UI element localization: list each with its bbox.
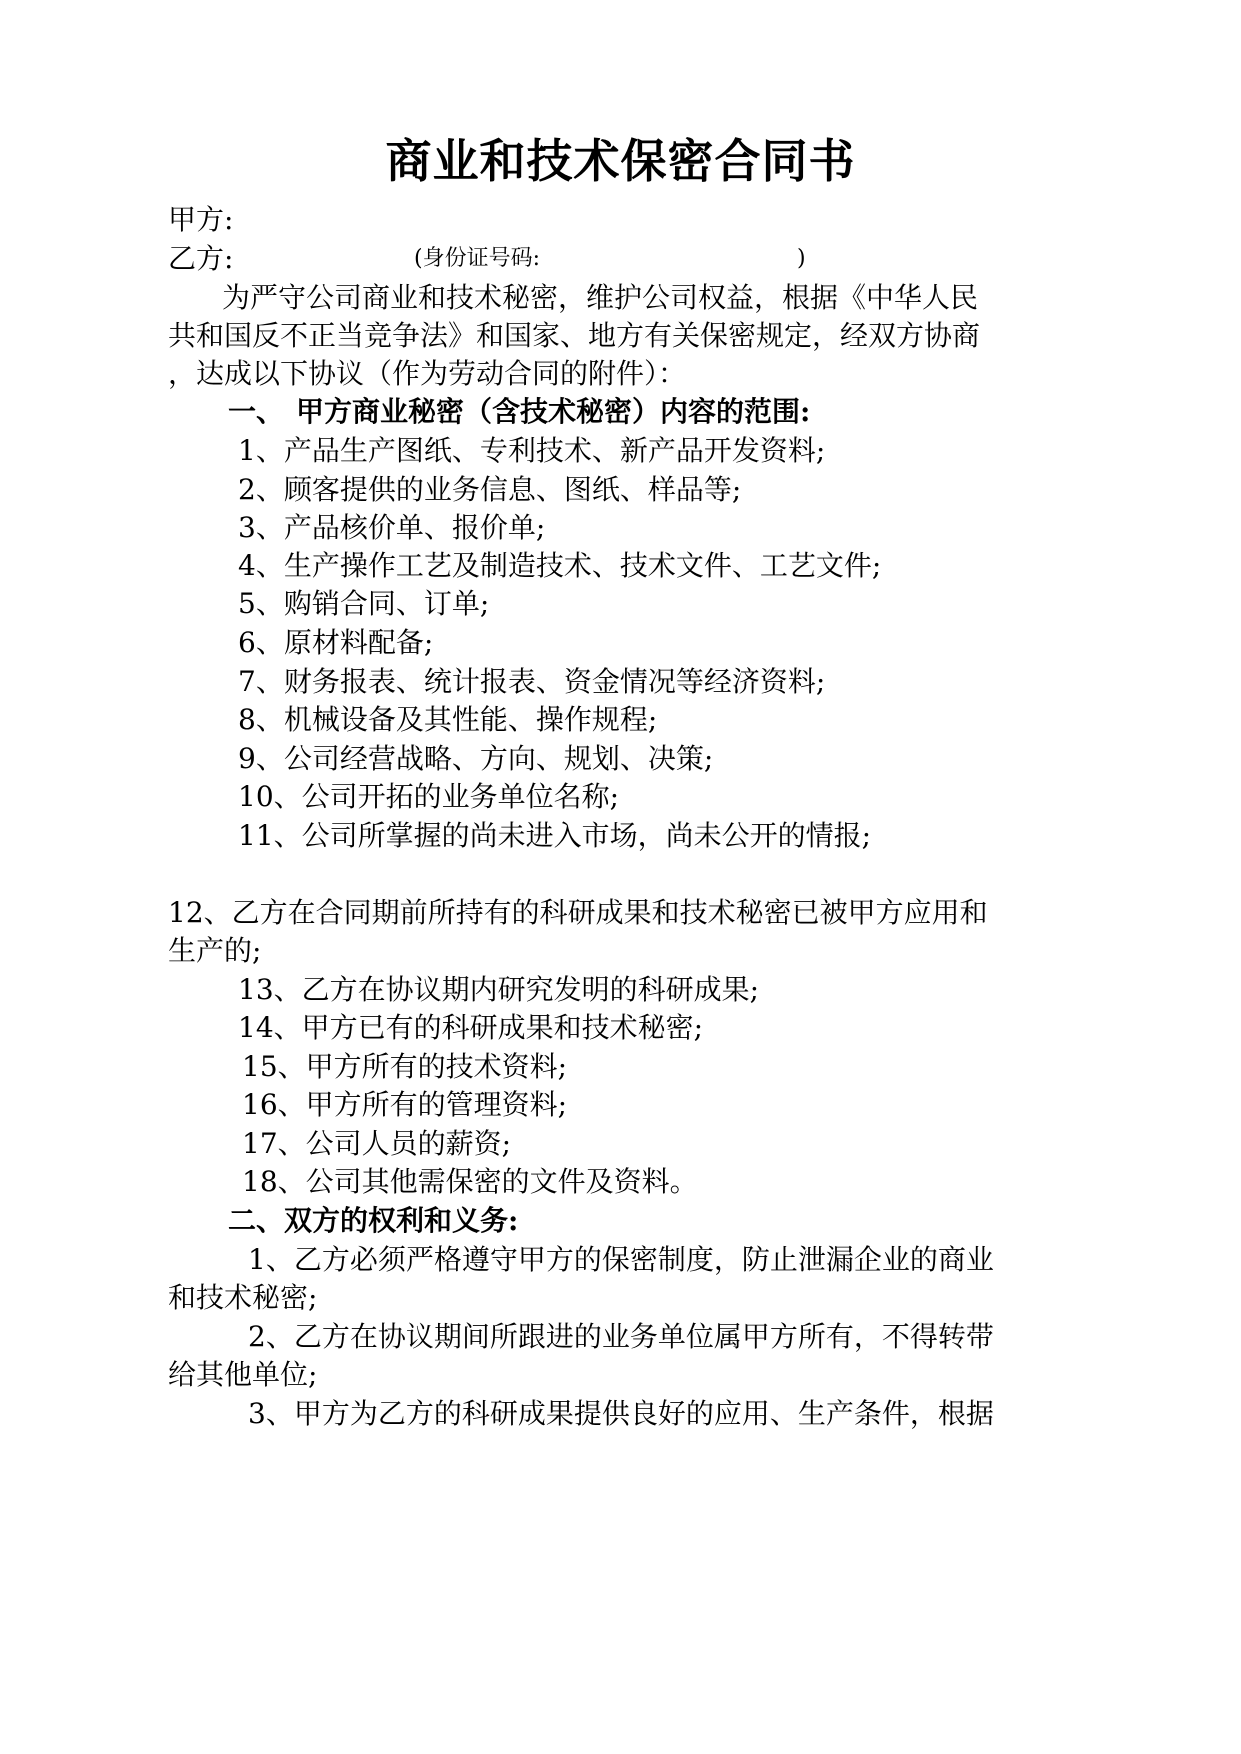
scope-item-11: 11、公司所掌握的尚未进入市场，尚未公开的情报; [238,819,872,852]
scope-item-6: 6、原材料配备; [238,626,434,659]
scope-item-17: 17、公司人员的薪资; [242,1127,512,1160]
scope-item-16: 16、甲方所有的管理资料; [242,1088,568,1121]
scope-item-12-line-2: 生产的; [168,934,262,967]
rights-p2-line-1: 2、乙方在协议期间所跟进的业务单位属甲方所有，不得转带 [248,1320,994,1353]
section1-heading: 甲方商业秘密（含技术秘密）内容的范围: [296,395,811,428]
scope-item-2: 2、顾客提供的业务信息、图纸、样品等; [238,473,742,506]
rights-p2-line-2: 给其他单位; [168,1358,318,1391]
scope-item-1: 1、产品生产图纸、专利技术、新产品开发资料; [238,434,826,467]
section1-number: 一、 [228,395,285,428]
document-title: 商业和技术保密合同书 [385,134,856,188]
party-a-label: 甲方: [168,203,234,236]
rights-p1-line-2: 和技术秘密; [168,1281,318,1314]
id-number-close: ) [797,246,806,271]
party-b-label: 乙方: [168,242,234,275]
intro-line-1: 为严守公司商业和技术秘密，维护公司权益，根据《中华人民 [222,281,979,314]
scope-item-13: 13、乙方在协议期内研究发明的科研成果; [238,973,760,1006]
scope-item-12-line-1: 12、乙方在合同期前所持有的科研成果和技术秘密已被甲方应用和 [168,896,988,929]
scope-item-14: 14、甲方已有的科研成果和技术秘密; [238,1011,704,1044]
scope-item-8: 8、机械设备及其性能、操作规程; [238,703,658,736]
section2-heading: 二、双方的权利和义务: [228,1204,519,1237]
scope-item-9: 9、公司经营战略、方向、规划、决策; [238,742,714,775]
scope-item-7: 7、财务报表、统计报表、资金情况等经济资料; [238,665,826,698]
rights-p1-line-1: 1、乙方必须严格遵守甲方的保密制度，防止泄漏企业的商业 [248,1243,994,1276]
intro-line-2: 共和国反不正当竞争法》和国家、地方有关保密规定，经双方协商 [168,319,981,352]
intro-line-3: ，达成以下协议（作为劳动合同的附件）： [168,357,687,390]
rights-p3-line-1: 3、甲方为乙方的科研成果提供良好的应用、生产条件，根据 [248,1397,994,1430]
id-number-label: (身份证号码: [414,246,540,271]
scope-item-3: 3、产品核价单、报价单; [238,511,546,544]
scope-item-4: 4、生产操作工艺及制造技术、技术文件、工艺文件; [238,549,882,582]
scope-item-18: 18、公司其他需保密的文件及资料。 [242,1165,698,1198]
scope-item-10: 10、公司开拓的业务单位名称; [238,780,620,813]
scope-item-5: 5、购销合同、订单; [238,587,490,620]
scope-item-15: 15、甲方所有的技术资料; [242,1050,568,1083]
